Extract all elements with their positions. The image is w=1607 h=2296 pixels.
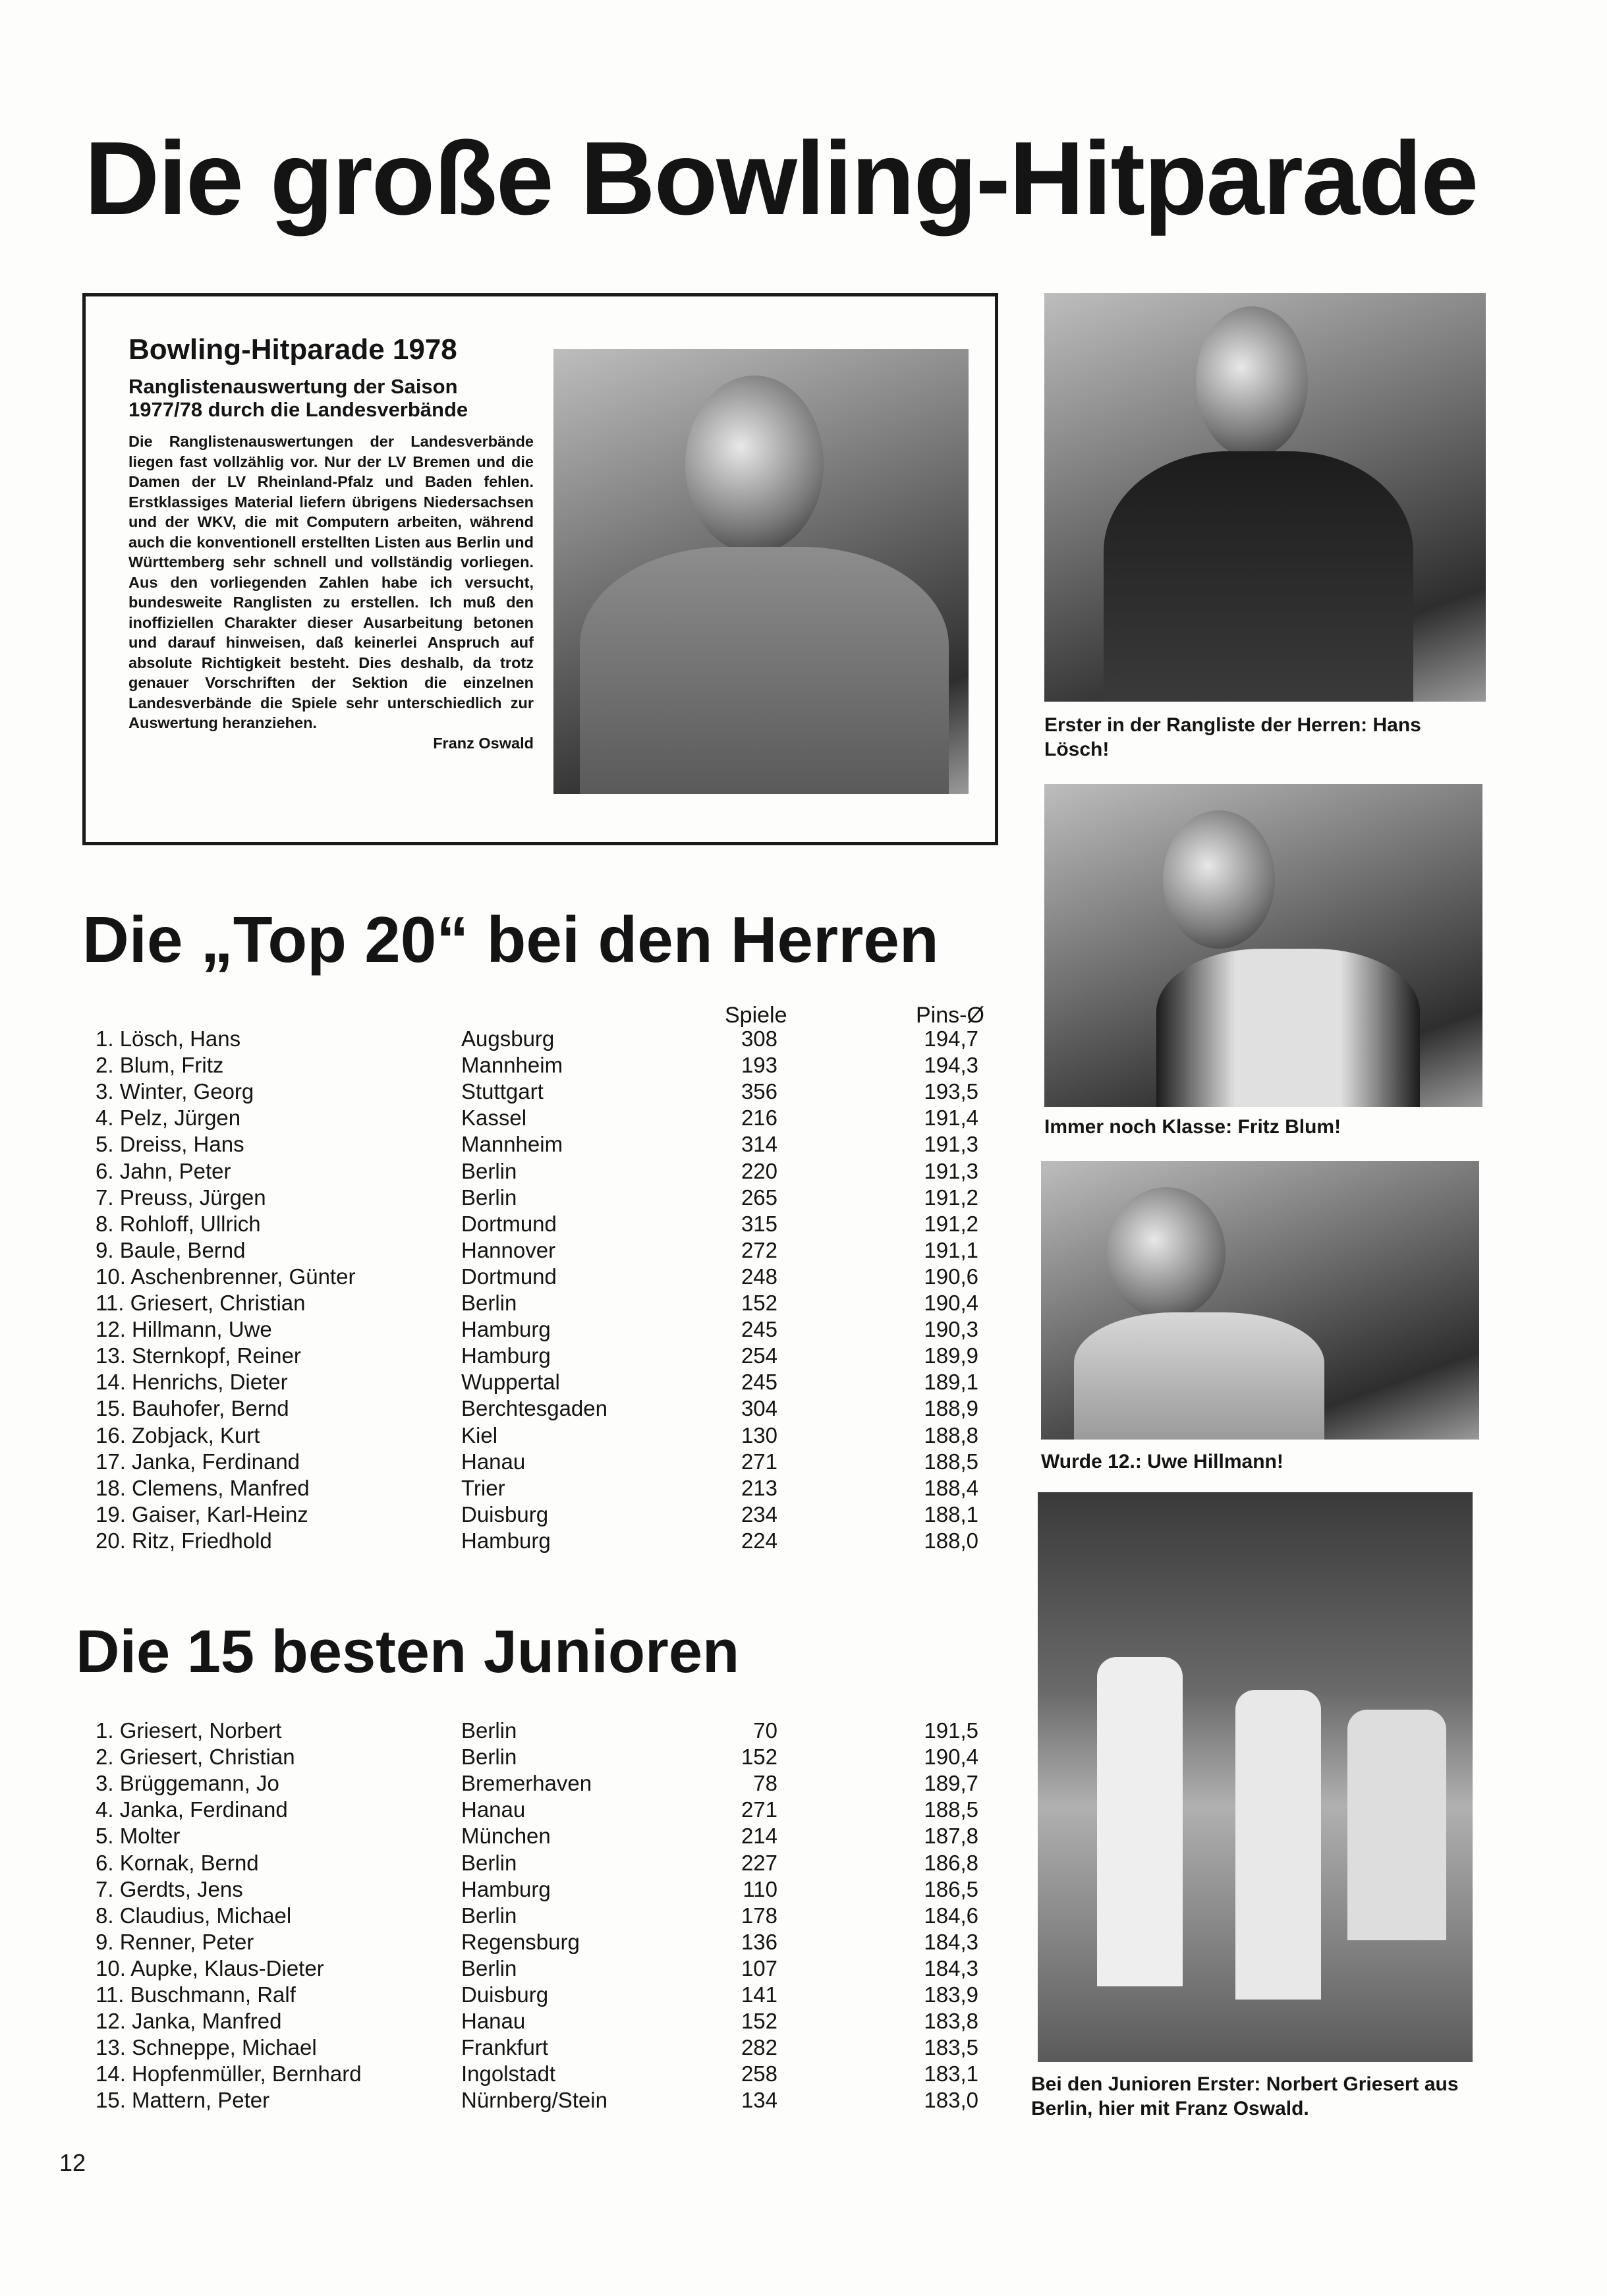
player-city: Hanau	[461, 1797, 526, 1822]
pins-average: 188,8	[924, 1422, 978, 1447]
player-name: 11. Buschmann, Ralf	[96, 1982, 296, 2007]
player-name: 6. Kornak, Bernd	[96, 1850, 259, 1875]
pins-average: 183,8	[924, 2009, 978, 2034]
games-count: 216	[741, 1106, 777, 1131]
player-name: 17. Janka, Ferdinand	[96, 1449, 300, 1474]
table-row	[0, 1903, 1001, 1930]
intro-column	[128, 333, 534, 753]
games-count: 245	[741, 1317, 777, 1342]
pins-average: 191,3	[924, 1158, 978, 1183]
player-name: 18. Clemens, Manfred	[96, 1475, 310, 1500]
page-number: 12	[59, 2149, 86, 2176]
table-row	[0, 1476, 1001, 1502]
pins-average: 188,5	[924, 1449, 978, 1474]
player-city: Mannheim	[461, 1132, 563, 1157]
player-city: Berlin	[461, 1850, 517, 1875]
page-title: Die große Bowling-Hitparade	[84, 121, 1478, 237]
pins-average: 191,5	[924, 1718, 978, 1743]
table-row	[0, 2088, 1001, 2114]
col-header-pins: Pins-Ø	[916, 1003, 984, 1028]
table-row	[0, 2035, 1001, 2061]
table-row	[0, 1982, 1001, 2009]
pins-average: 193,5	[924, 1079, 978, 1104]
pins-average: 184,3	[924, 1929, 978, 1954]
table-row	[0, 1396, 1001, 1422]
pins-average: 188,4	[924, 1475, 978, 1500]
games-count: 245	[741, 1370, 777, 1395]
table-row	[0, 1106, 1001, 1132]
player-city: Hanau	[461, 1449, 526, 1474]
pins-average: 183,5	[924, 2035, 978, 2060]
player-name: 16. Zobjack, Kurt	[96, 1422, 260, 1447]
games-count: 178	[741, 1903, 777, 1928]
player-name: 4. Janka, Ferdinand	[96, 1797, 288, 1822]
table-row	[0, 1423, 1001, 1449]
intro-heading: Bowling-Hitparade 1978	[128, 333, 457, 366]
photo-uwe-hillmann	[1041, 1161, 1479, 1440]
pins-average: 183,1	[924, 2061, 978, 2086]
games-count: 234	[741, 1501, 777, 1526]
table-row	[0, 1771, 1001, 1797]
photo-hans-loesch	[1044, 293, 1486, 702]
games-count: 152	[741, 1745, 777, 1770]
junioren-heading: Die 15 besten Junioren	[76, 1618, 740, 1685]
games-count: 193	[741, 1053, 777, 1078]
games-count: 107	[741, 1955, 777, 1980]
pins-average: 184,3	[924, 1955, 978, 1980]
pins-average: 191,3	[924, 1132, 978, 1157]
player-name: 3. Winter, Georg	[96, 1079, 254, 1104]
player-name: 14. Hopfenmüller, Bernhard	[96, 2061, 362, 2086]
player-name: 10. Aschenbrenner, Günter	[96, 1264, 356, 1289]
player-name: 15. Mattern, Peter	[96, 2088, 270, 2113]
player-city: Dortmund	[461, 1264, 557, 1289]
pins-average: 194,3	[924, 1053, 978, 1078]
player-city: Frankfurt	[461, 2035, 549, 2060]
player-city: Regensburg	[461, 1929, 580, 1954]
table-row	[0, 1343, 1001, 1370]
pins-average: 186,8	[924, 1850, 978, 1875]
player-name: 3. Brüggemann, Jo	[96, 1771, 279, 1796]
games-count: 130	[741, 1422, 777, 1447]
player-city: Berlin	[461, 1903, 517, 1928]
player-city: Berlin	[461, 1291, 517, 1315]
pins-average: 189,9	[924, 1343, 978, 1368]
pins-average: 184,6	[924, 1903, 978, 1928]
games-count: 136	[741, 1929, 777, 1954]
games-count: 315	[741, 1211, 777, 1236]
games-count: 308	[741, 1026, 777, 1051]
pins-average: 191,4	[924, 1106, 978, 1131]
table-row	[0, 1528, 1001, 1555]
player-name: 2. Griesert, Christian	[96, 1745, 295, 1770]
player-city: Dortmund	[461, 1211, 557, 1236]
player-city: Berlin	[461, 1955, 517, 1980]
player-city: Hanau	[461, 2009, 526, 2034]
table-row	[0, 1026, 1001, 1053]
games-count: 265	[741, 1185, 777, 1210]
player-city: Hannover	[461, 1237, 556, 1262]
table-row	[0, 1797, 1001, 1824]
player-name: 2. Blum, Fritz	[96, 1053, 224, 1078]
games-count: 152	[741, 1291, 777, 1315]
col-header-spiele: Spiele	[725, 1003, 787, 1028]
table-row	[0, 1185, 1001, 1212]
player-city: Berlin	[461, 1158, 517, 1183]
games-count: 78	[753, 1771, 777, 1796]
player-name: 7. Preuss, Jürgen	[96, 1185, 266, 1210]
table-row	[0, 1291, 1001, 1317]
games-count: 220	[741, 1158, 777, 1183]
games-count: 134	[741, 2088, 777, 2113]
pins-average: 189,1	[924, 1370, 978, 1395]
table-row	[0, 1370, 1001, 1396]
player-name: 14. Henrichs, Dieter	[96, 1370, 288, 1395]
player-name: 10. Aupke, Klaus-Dieter	[96, 1955, 324, 1980]
player-city: Hamburg	[461, 1343, 551, 1368]
player-city: Berlin	[461, 1718, 517, 1743]
caption-fritz-blum: Immer noch Klasse: Fritz Blum!	[1044, 1116, 1341, 1138]
table-row	[0, 1159, 1001, 1185]
player-city: Trier	[461, 1475, 505, 1500]
table-row	[0, 2061, 1001, 2088]
games-count: 213	[741, 1475, 777, 1500]
games-count: 314	[741, 1132, 777, 1157]
player-city: Hamburg	[461, 1528, 551, 1553]
games-count: 304	[741, 1396, 777, 1421]
player-city: Bremerhaven	[461, 1771, 592, 1796]
pins-average: 188,0	[924, 1528, 978, 1553]
table-row	[0, 1502, 1001, 1528]
pins-average: 186,5	[924, 1876, 978, 1901]
player-name: 13. Schneppe, Michael	[96, 2035, 317, 2060]
intro-text: Die Ranglistenauswertungen der Landesverbände liegen fast vollzählig vor. Nur der LV Bremen und die Damen der LV Rheinland-Pfalz und Baden fehlen. Erstklassiges Material liefern übrigens Niedersachsen und der WKV, die mit Computern arbeiten, während auch die konventionell erstellten Listen aus Berlin und Württemberg sehr schnell und vollständig vorliegen. Aus den vorliegenden Zahlen habe ich versucht, bundesweite Ranglisten zu erstellen. Ich muß den inoffiziellen Charakter dieser Ausarbeitung betonen und darauf hinweisen, daß keinerlei Anspruch auf absolute Richtigkeit besteht. Dies deshalb, da trotz genauer Vorschriften der Sektion die einzelnen Landesverbände die Spiele sehr unterschiedlich zur Auswertung heranziehen.	[128, 433, 534, 732]
pins-average: 188,5	[924, 1797, 978, 1822]
player-name: 11. Griesert, Christian	[96, 1291, 306, 1315]
player-name: 5. Dreiss, Hans	[96, 1132, 244, 1157]
player-city: Stuttgart	[461, 1079, 544, 1104]
pins-average: 191,2	[924, 1211, 978, 1236]
table-row	[0, 1317, 1001, 1343]
pins-average: 190,6	[924, 1264, 978, 1289]
photo-norbert-griesert	[1038, 1492, 1473, 2062]
player-name: 15. Bauhofer, Bernd	[96, 1396, 289, 1421]
player-city: Augsburg	[461, 1026, 555, 1051]
intro-author: Franz Oswald	[433, 734, 534, 752]
player-name: 8. Rohloff, Ullrich	[96, 1211, 261, 1236]
herren-heading: Die „Top 20“ bei den Herren	[82, 903, 939, 976]
games-count: 271	[741, 1797, 777, 1822]
player-city: Duisburg	[461, 1501, 549, 1526]
player-city: Wuppertal	[461, 1370, 560, 1395]
player-name: 7. Gerdts, Jens	[96, 1876, 243, 1901]
player-name: 6. Jahn, Peter	[96, 1158, 231, 1183]
pins-average: 190,4	[924, 1291, 978, 1315]
intro-subheading: Ranglistenauswertung der Saison 1977/78 durch die Landesverbände	[128, 374, 468, 421]
player-name: 9. Renner, Peter	[96, 1929, 254, 1954]
table-row	[0, 1745, 1001, 1771]
pins-average: 190,4	[924, 1745, 978, 1770]
player-name: 1. Lösch, Hans	[96, 1026, 241, 1051]
games-count: 152	[741, 2009, 777, 2034]
player-name: 9. Baule, Bernd	[96, 1237, 246, 1262]
games-count: 70	[753, 1718, 777, 1743]
table-row	[0, 2009, 1001, 2035]
table-row	[0, 1877, 1001, 1903]
games-count: 141	[741, 1982, 777, 2007]
player-name: 1. Griesert, Norbert	[96, 1718, 282, 1743]
pins-average: 190,3	[924, 1317, 978, 1342]
table-row	[0, 1264, 1001, 1291]
games-count: 248	[741, 1264, 777, 1289]
player-name: 12. Janka, Manfred	[96, 2009, 282, 2034]
pins-average: 191,2	[924, 1185, 978, 1210]
table-row	[0, 1238, 1001, 1264]
table-row	[0, 1824, 1001, 1850]
player-city: Hamburg	[461, 1876, 551, 1901]
pins-average: 194,7	[924, 1026, 978, 1051]
caption-uwe-hillmann: Wurde 12.: Uwe Hillmann!	[1041, 1451, 1283, 1472]
player-city: Nürnberg/Stein	[461, 2088, 607, 2113]
games-count: 224	[741, 1528, 777, 1553]
pins-average: 189,7	[924, 1771, 978, 1796]
player-city: Kiel	[461, 1422, 498, 1447]
table-row	[0, 1132, 1001, 1158]
player-name: 8. Claudius, Michael	[96, 1903, 292, 1928]
player-city: Berlin	[461, 1185, 517, 1210]
table-row	[0, 1449, 1001, 1476]
player-city: Mannheim	[461, 1053, 563, 1078]
table-row	[0, 1851, 1001, 1877]
table-row	[0, 1053, 1001, 1079]
games-count: 227	[741, 1850, 777, 1875]
games-count: 110	[743, 1876, 777, 1901]
pins-average: 183,9	[924, 1982, 978, 2007]
table-row	[0, 1930, 1001, 1956]
games-count: 282	[741, 2035, 777, 2060]
player-name: 13. Sternkopf, Reiner	[96, 1343, 301, 1368]
player-name: 5. Molter	[96, 1824, 181, 1849]
player-city: Duisburg	[461, 1982, 549, 2007]
table-row	[0, 1079, 1001, 1106]
caption-norbert-griesert: Bei den Junioren Erster: Norbert Griesert aus Berlin, hier mit Franz Oswald.	[1031, 2073, 1459, 2119]
pins-average: 191,1	[924, 1237, 978, 1262]
player-city: Ingolstadt	[461, 2061, 556, 2086]
games-count: 272	[741, 1237, 777, 1262]
player-name: 12. Hillmann, Uwe	[96, 1317, 272, 1342]
player-name: 4. Pelz, Jürgen	[96, 1106, 241, 1131]
pins-average: 183,0	[924, 2088, 978, 2113]
player-name: 20. Ritz, Friedhold	[96, 1528, 272, 1553]
photo-franz-oswald	[553, 349, 969, 794]
pins-average: 188,9	[924, 1396, 978, 1421]
caption-hans-loesch: Erster in der Rangliste der Herren: Hans Lösch!	[1044, 714, 1421, 760]
pins-average: 188,1	[924, 1501, 978, 1526]
games-count: 258	[741, 2061, 777, 2086]
player-city: Berlin	[461, 1745, 517, 1770]
player-city: Berchtesgaden	[461, 1396, 607, 1421]
table-row	[0, 1956, 1001, 1982]
photo-fritz-blum	[1044, 784, 1482, 1107]
player-name: 19. Gaiser, Karl-Heinz	[96, 1501, 308, 1526]
games-count: 356	[741, 1079, 777, 1104]
games-count: 271	[741, 1449, 777, 1474]
pins-average: 187,8	[924, 1824, 978, 1849]
table-row	[0, 1212, 1001, 1238]
games-count: 214	[741, 1824, 777, 1849]
player-city: Hamburg	[461, 1317, 551, 1342]
player-city: München	[461, 1824, 551, 1849]
table-row	[0, 1718, 1001, 1745]
player-city: Kassel	[461, 1106, 527, 1131]
games-count: 254	[741, 1343, 777, 1368]
